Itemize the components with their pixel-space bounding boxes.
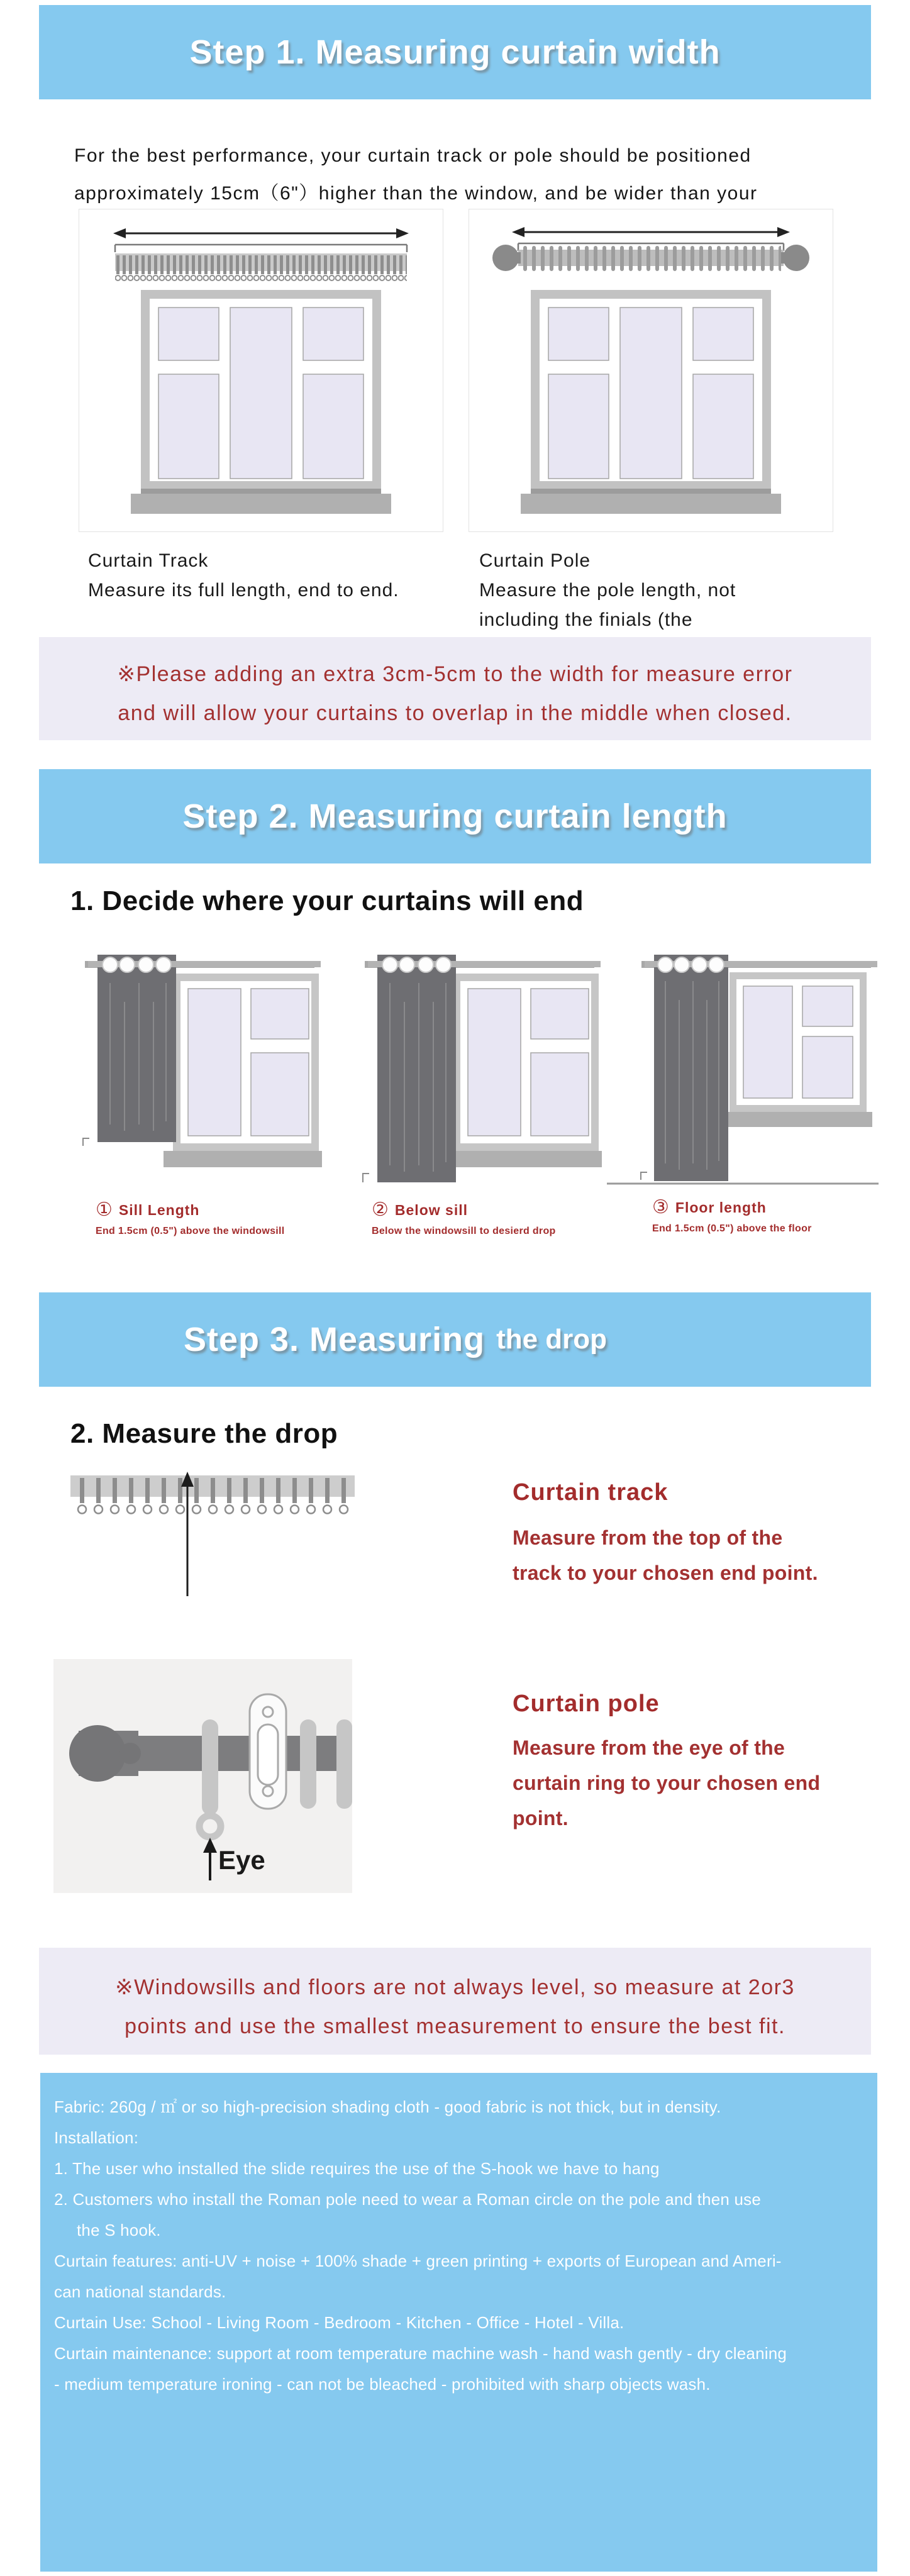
width-note-line1: ※Please adding an extra 3cm-5cm to the width for measure error — [117, 662, 793, 686]
measure-drop-heading: 2. Measure the drop — [70, 1418, 338, 1449]
step1-banner — [39, 5, 871, 99]
footer-line-install-1: 1. The user who installed the slide requires the use of the S-hook we have to hang — [54, 2159, 660, 2178]
step3-banner-subtitle: the drop — [496, 1324, 608, 1355]
footer-line-use: Curtain Use: School - Living Room - Bedroom - Kitchen - Office - Hotel - Villa. — [54, 2313, 624, 2332]
sill-length-label — [96, 1201, 322, 1237]
curtain-track-caption-desc: Measure its full length, end to end. — [88, 580, 399, 601]
floor-length-desc: End 1.5cm (0.5") above the floor — [652, 1223, 812, 1234]
below-sill-diagram — [330, 942, 602, 1189]
curtain-track-title: Curtain track — [513, 1479, 669, 1506]
sill-length-title: Sill Length — [118, 1201, 200, 1218]
curtain-track-card — [79, 209, 443, 532]
sill-length-desc: End 1.5cm (0.5") above the windowsill — [96, 1226, 285, 1236]
floor-length-title: Floor length — [675, 1199, 767, 1216]
sill-length-diagram — [50, 942, 322, 1189]
step1-banner-title: Step 1. Measuring curtain width — [189, 33, 721, 71]
width-note-line2: and will allow your curtains to overlap in the middle when closed. — [118, 701, 792, 725]
curtain-track-desc — [513, 1520, 818, 1591]
level-note-line1: ※Windowsills and floors are not always level, so measure at 2or3 — [115, 1975, 795, 1999]
curtain-track-desc-line2: track to your chosen end point. — [513, 1562, 818, 1584]
track-drop-diagram — [70, 1470, 355, 1599]
curtain-pole-caption-title: Curtain Pole — [479, 550, 591, 571]
pole-eye-diagram — [53, 1659, 352, 1893]
footer-line-fabric: Fabric: 260g / ㎡ or so high-precision shading cloth - good fabric is not thick, but in density. — [54, 2097, 721, 2116]
step1-intro-line2: approximately 15cm（6"）higher than the window, and be wider than your — [74, 183, 758, 204]
below-sill-desc: Below the windowsill to desierd drop — [372, 1226, 556, 1236]
step2-banner — [39, 769, 871, 863]
product-info-panel — [40, 2073, 877, 2572]
floor-length-diagram — [607, 942, 879, 1189]
curtain-pole-desc — [513, 1730, 820, 1836]
curtain-track-caption — [88, 546, 399, 605]
option-below-sill — [330, 942, 602, 1237]
curtain-track-caption-title: Curtain Track — [88, 550, 209, 571]
curtain-pole-desc-line2: curtain ring to your chosen end — [513, 1772, 821, 1794]
eye-label: Eye — [218, 1845, 265, 1875]
curtain-pole-caption — [479, 546, 736, 635]
option-floor-length — [607, 942, 879, 1235]
below-sill-number: ② — [372, 1199, 389, 1220]
curtain-track-desc-line1: Measure from the top of the — [513, 1526, 783, 1549]
footer-line-install-2b: the S hook. — [77, 2221, 161, 2240]
step1-intro — [74, 137, 867, 213]
step2-banner-title: Step 2. Measuring curtain length — [182, 797, 728, 835]
floor-length-number: ③ — [652, 1197, 669, 1218]
pole-eye-figure — [53, 1659, 352, 1893]
curtain-pole-title: Curtain pole — [513, 1690, 660, 1717]
option-sill-length — [50, 942, 322, 1237]
curtain-pole-desc-line1: Measure from the eye of the — [513, 1736, 785, 1759]
footer-line-installation: Installation: — [54, 2128, 139, 2147]
below-sill-title: Below sill — [394, 1201, 468, 1218]
step3-banner — [39, 1292, 871, 1387]
window-with-pole-diagram — [469, 209, 833, 531]
below-sill-label — [372, 1201, 602, 1237]
level-note-line2: points and use the smallest measurement to ensure the best fit. — [125, 2014, 785, 2038]
curtain-track-instructions — [513, 1479, 818, 1591]
curtain-pole-caption-desc1: Measure the pole length, not — [479, 580, 736, 601]
footer-line-install-2: 2. Customers who install the Roman pole need to wear a Roman circle on the pole and then use — [54, 2190, 762, 2209]
footer-line-maintenance: Curtain maintenance: support at room temperature machine wash - hand wash gently - dry cleaning — [54, 2344, 787, 2363]
curtain-pole-card — [469, 209, 833, 532]
decide-heading: 1. Decide where your curtains will end — [70, 886, 584, 916]
width-measure-note — [39, 637, 871, 740]
footer-line-maintenance-2: - medium temperature ironing - can not be bleached - prohibited with sharp objects wash. — [54, 2375, 711, 2394]
step1-intro-line1: For the best performance, your curtain track or pole should be positioned — [74, 145, 752, 166]
step3-banner-title: Step 3. Measuring — [183, 1321, 486, 1358]
level-measure-note — [39, 1948, 871, 2055]
sill-length-number: ① — [96, 1199, 113, 1220]
footer-line-features: Curtain features: anti-UV + noise + 100% shade + green printing + exports of European and Ameri- — [54, 2251, 782, 2270]
footer-line-features-2: can national standards. — [54, 2282, 226, 2301]
floor-length-label — [652, 1198, 879, 1235]
window-with-track-diagram — [79, 209, 443, 531]
curtain-pole-caption-desc2: including the finials (the — [479, 609, 693, 630]
curtain-pole-desc-line3: point. — [513, 1807, 569, 1829]
curtain-pole-instructions — [513, 1690, 820, 1836]
